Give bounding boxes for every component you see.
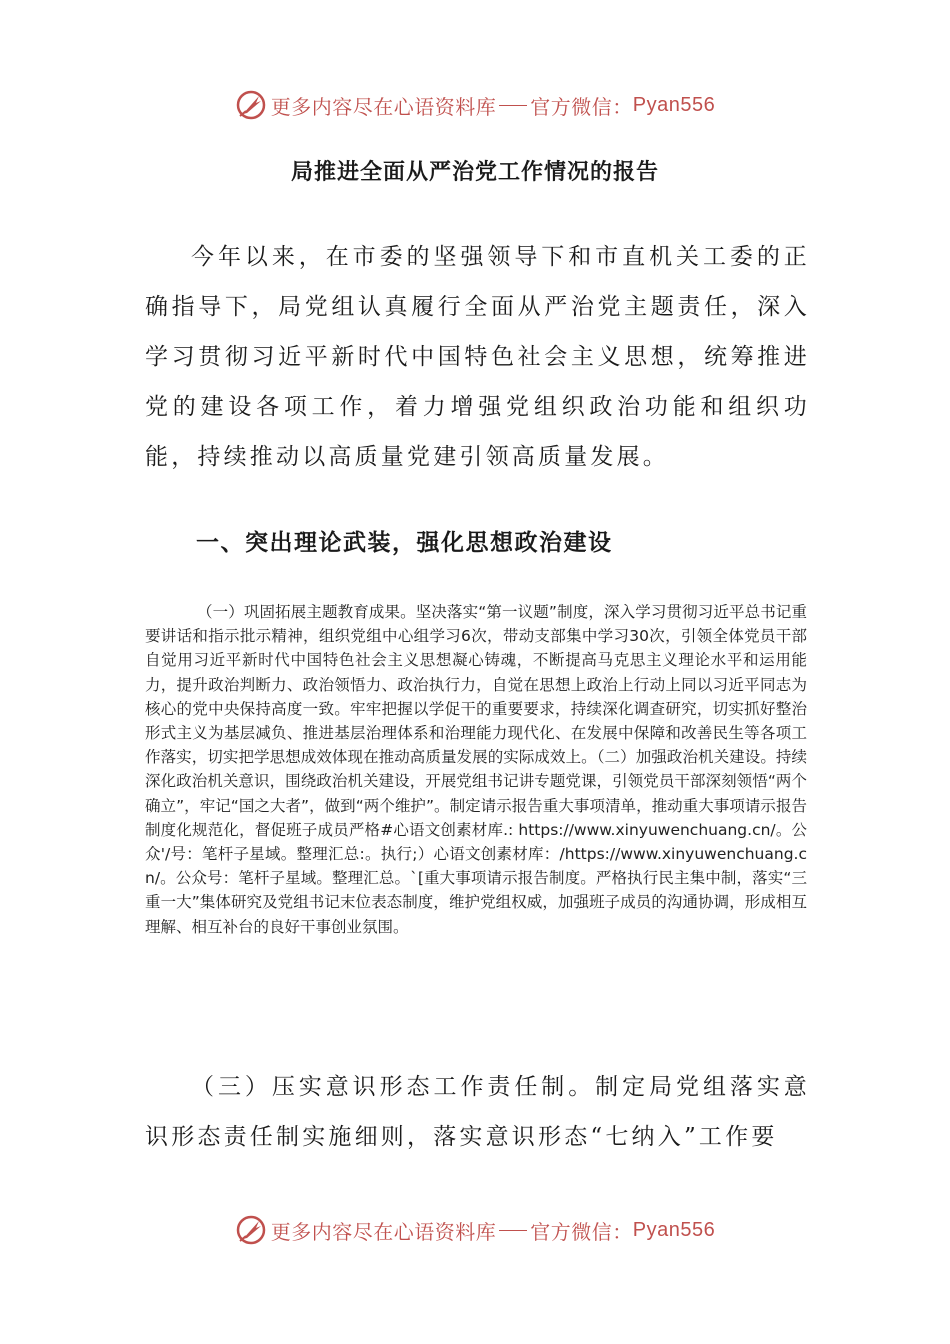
watermark-right-text: 官方微信： — [530, 1219, 633, 1244]
quill-logo-icon — [235, 1214, 267, 1246]
watermark-wechat-id: Pyan556 — [632, 93, 716, 116]
section-body-paragraph: （一）巩固拓展主题教育成果。坚决落实“第一议题”制度，深入学习贯彻习近平总书记重要讲话和指示批示精神，组织党组中心组学习6次，带动支部集中学习30次，引领全体党员干部自觉用习近平新时代中国特色社会主义思想凝心铸魂，不断提高马克思主义理论水平和运用能力，提升政治判断力、政治领悟力、政治执行力，自觉在思想上政治上行动上同以习近平同志为核心的党中央保持高度一致。牢牢把握以学促干的重要要求，持续深化调查研究，切实抓好整治形式主义为基层减负、推进基层治理体系和治理能力现代化、在发展中保障和改善民生等各项工作落实，切实把学思想成效体现在推动高质量发展的实际成效上。（二）加强政治机关建设。持续深化政治机关意识，围绕政治机关建设，开展党组书记讲专题党课，引领党员干部深刻领悟“两个确立”，牢记“国之大者”，做到“两个维护”。制定请示报告重大事项清单，推动重大事项请示报告制度化规范化，督促班子成员严格#心语文创素材库.: https://www.xinyuwenchuang.cn/。公众'/号：笔杆子星域。整理汇总:。执行;）心语文创素材库：/https://www.xinyuwenchuang.cn/。公众号：笔杆子星域。整理汇总。`[重大事项请示报告制度。严格执行民主集中制，落实“三重一大”集体研究及党组书记末位表态制度，维护党组权威，加强班子成员的沟通协调，形成相互理解、相互补台的良好干事创业氛围。 — [145, 603, 807, 936]
watermark-left-text: 更多内容尽在心语资料库 — [270, 94, 497, 119]
watermark-banner-top — [0, 85, 950, 125]
watermark-wechat-id: Pyan556 — [632, 1218, 716, 1241]
section-heading: 一、突出理论武装，强化思想政治建设 — [196, 529, 613, 556]
intro-paragraph: 今年以来，在市委的坚强领导下和市直机关工委的正确指导下，局党组认真履行全面从严治党主题责任，深入学习贯彻习近平新时代中国特色社会主义思想，统筹推进党的建设各项工作，着力增强党组织政治功能和组织功能，持续推动以高质量党建引领高质量发展。 — [145, 244, 810, 470]
watermark-divider — [499, 1230, 527, 1231]
watermark-right-text: 官方微信： — [530, 94, 633, 119]
quill-logo-icon — [235, 89, 267, 121]
watermark-divider — [499, 105, 527, 106]
watermark-banner-bottom — [0, 1210, 950, 1250]
section-paragraph-3: （三）压实意识形态工作责任制。制定局党组落实意识形态责任制实施细则，落实意识形态“七纳入”工作要 — [145, 1074, 810, 1150]
watermark-left-text: 更多内容尽在心语资料库 — [270, 1219, 497, 1244]
document-title: 局推进全面从严治党工作情况的报告 — [290, 159, 659, 185]
